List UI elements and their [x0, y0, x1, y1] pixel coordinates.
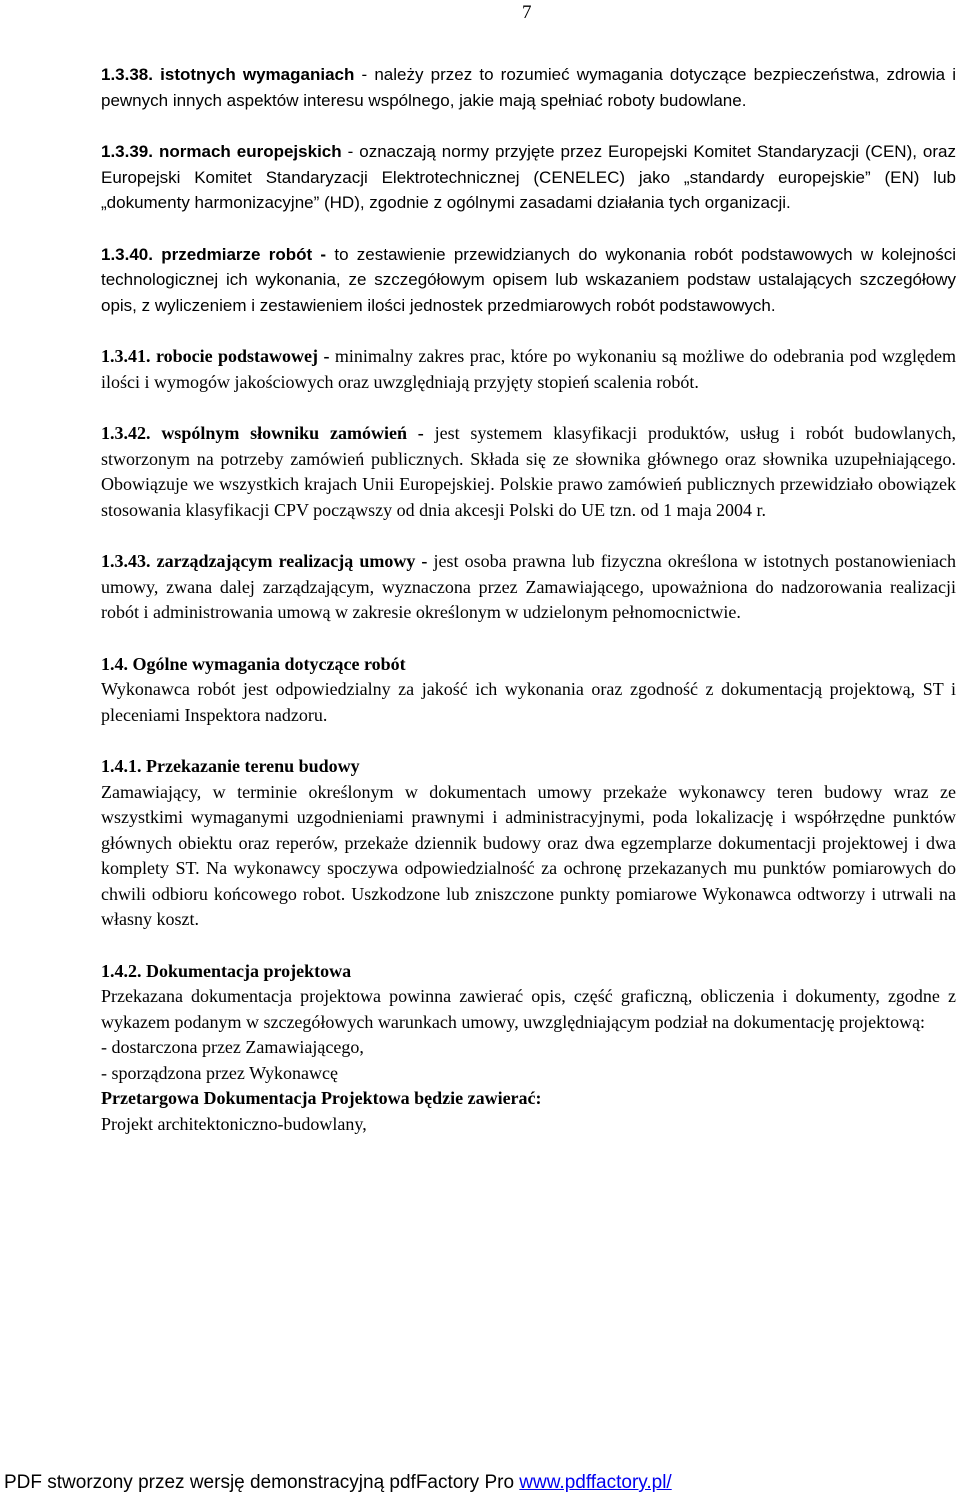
clause-number: 1.3.42.	[101, 423, 151, 443]
section-text: Przekazana dokumentacja projektowa powinna zawierać opis, część graficzną, obliczenia i dokumenty, zgodne z wykazem podanym w szczegółowych warunkach umowy, uwzględniającym podział na dokumentację projektową:	[101, 986, 956, 1032]
clause-number: 1.3.38.	[101, 65, 153, 84]
page-number: 7	[522, 2, 532, 23]
section-1-4	[101, 652, 956, 729]
list-item: - dostarczona przez Zamawiającego,	[101, 1037, 364, 1057]
clause-text: jest osoba prawna lub fizyczna określona w istotnych postanowieniach umowy, zwana dalej zarządzającym, wyznaczona przez Zamawiającego, upoważniona do nadzorowania realizacji robót i administrowania umową w zakresie określonym w udzielonym pełnomocnictwie.	[101, 551, 957, 622]
clause-number: 1.3.43.	[101, 551, 151, 571]
section-heading: 1.4.1. Przekazanie terenu budowy	[101, 756, 360, 776]
section-text: Zamawiający, w terminie określonym w dokumentach umowy przekaże wykonawcy teren budowy wraz ze wszystkimi wymaganymi uzgodnieniami prawnymi i administracyjnymi, poda lokalizację i współrzędne punktów głównych obiektu oraz reperów, przekaże dziennik budowy oraz dwa egzemplarze dokumentacji projektowej i dwa komplety ST. Na wykonawcy spoczywa odpowiedzialność za ochronę przekazanych mu punktów pomiarowych do chwili odbioru końcowego robot. Uszkodzone lub zniszczone punkty pomiarowe Wykonawca odtworzy i utrwali na własny koszt.	[101, 781, 956, 929]
document-body	[101, 62, 956, 1137]
section-intro	[101, 959, 956, 1036]
clause-term: przedmiarze robót -	[161, 244, 327, 264]
section-heading: 1.4. Ogólne wymagania dotyczące robót	[101, 653, 406, 674]
definition-1-3-42	[101, 421, 956, 523]
list-item: Projekt architektoniczno-budowlany,	[101, 1113, 367, 1134]
section-1-4-2	[101, 959, 956, 1138]
clause-text: - oznaczają normy przyjęte przez Europejski Komitet Standaryzacji (CEN), oraz Europejski Komitet Standaryzacji Elektrotechnicznej (CENELEC) jako „standardy europejskie” (EN) lub „dokumenty harmonizacyjne” (HD), zgodnie z ogólnymi zasadami działania tych organizacji.	[101, 142, 957, 212]
definition-1-3-43	[101, 549, 956, 626]
clause-text: to zestawienie przewidzianych do wykonania robót podstawowych w kolejności technologicznej ich wykonania, ze szczegółowym opisem lub wskazaniem podstaw ustalających szczegółowy opis, z wyliczeniem i zestawieniem ilości jednostek przedmiarowych robót podstawowych.	[101, 244, 956, 315]
clause-number: 1.3.39.	[101, 142, 153, 161]
clause-text: minimalny zakres prac, które po wykonaniu są możliwe do odebrania pod względem ilości i wymogów jakościowych oraz uwzględniają przyjęty stopień scalenia robót.	[101, 346, 956, 392]
section-heading: 1.4.2. Dokumentacja projektowa	[101, 960, 352, 981]
clause-text: - należy przez to rozumieć wymagania dotyczące bezpieczeństwa, zdrowia i pewnych innych aspektów interesu wspólnego, jakie mają spełniać roboty budowlane.	[101, 65, 956, 110]
footer-text: PDF stworzony przez wersję demonstracyjną pdfFactory Pro	[4, 1472, 520, 1493]
clause-number: 1.3.40.	[101, 244, 153, 264]
section-subheading: Przetargowa Dokumentacja Projektowa będzie zawierać:	[101, 1088, 542, 1108]
definition-1-3-41	[101, 344, 956, 395]
definition-1-3-39	[101, 139, 956, 216]
list-item: - sporządzona przez Wykonawcę	[101, 1062, 338, 1083]
section-text: Wykonawca robót jest odpowiedzialny za jakość ich wykonania oraz zgodność z dokumentacją projektową, ST i pleceniami Inspektora nadzoru.	[101, 679, 956, 725]
clause-term: wspólnym słowniku zamówień -	[161, 423, 424, 443]
clause-term: normach europejskich	[158, 142, 342, 161]
definition-1-3-38	[101, 62, 956, 113]
definition-1-3-40	[101, 242, 956, 319]
footer-link[interactable]: www.pdffactory.pl/	[519, 1472, 672, 1493]
section-1-4-1	[101, 754, 956, 933]
clause-text: jest systemem klasyfikacji produktów, usług i robót budowlanych, stworzonym na potrzeby zamówień publicznych. Składa się ze słownika głównego oraz słownika uzupełniającego. Obowiązuje we wszystkich krajach Unii Europejskiej. Polskie prawo zamówień publicznych przewidziało obowiązek stosowania klasyfikacji CPV począwszy od dnia akcesji Polski do UE tzn. od 1 maja 2004 r.	[101, 423, 957, 520]
clause-term: zarządzającym realizacją umowy -	[156, 551, 428, 571]
pdf-watermark-footer	[4, 1472, 672, 1494]
clause-term: istotnych wymaganiach	[160, 65, 355, 84]
clause-term: robocie podstawowej -	[155, 346, 330, 366]
clause-number: 1.3.41.	[101, 346, 151, 366]
